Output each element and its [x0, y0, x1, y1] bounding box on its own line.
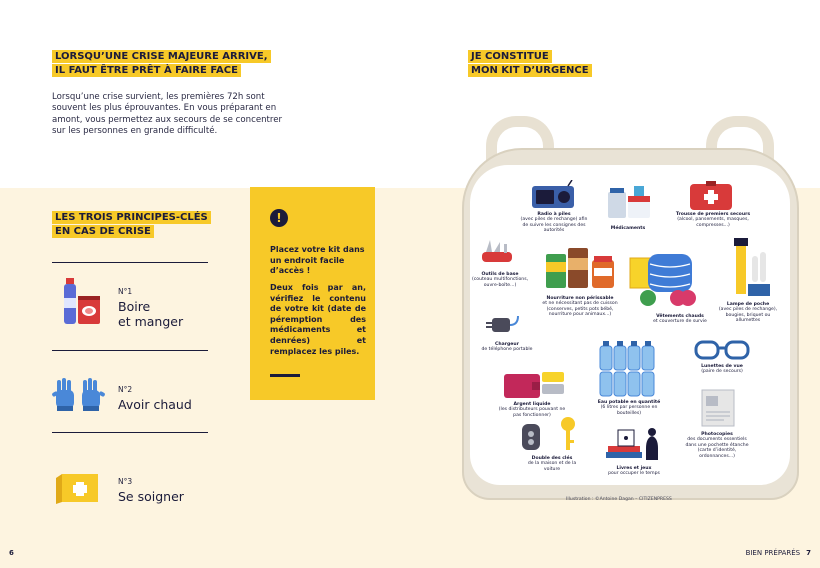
- water-bottles-icon: [596, 338, 662, 398]
- principle-label: Avoir chaud: [118, 397, 192, 412]
- principle-number: N°1: [118, 287, 133, 296]
- principle-label: Se soigner: [118, 489, 184, 504]
- divider: [52, 262, 208, 263]
- first-aid-kit-icon: [688, 180, 734, 212]
- callout-rule: [270, 374, 300, 377]
- clothes-item: Vêtements chauds et couverture de survie: [653, 314, 707, 325]
- charger-item: Chargeur de téléphone portable: [481, 342, 533, 353]
- wallet-icon: [502, 370, 566, 400]
- principle-2: [52, 350, 208, 432]
- exclamation-icon: !: [270, 209, 288, 227]
- glasses-icon: [694, 338, 750, 362]
- games-icon: [604, 424, 664, 464]
- medicine-item: Médicaments: [610, 226, 646, 231]
- flashlight-item: Lampe de poche (avec piles de rechange), bougies, briquet ou allumettes: [718, 302, 778, 324]
- principle-label: et manger: [118, 314, 184, 329]
- glasses-item: Lunettes de vue (paire de secours): [701, 364, 743, 375]
- radio-icon: [530, 180, 576, 210]
- tools-item: Outils de base (couteau multifonctions, ouvre-boîte...): [471, 272, 529, 288]
- page-number-right: 7: [806, 549, 811, 557]
- divider: [52, 432, 208, 433]
- reminder-callout: [250, 187, 375, 400]
- principle-1: [52, 262, 208, 350]
- principle-label: Boire: [118, 299, 151, 314]
- documents-item: Photocopies des documents essentiels dans une pochette étanche (carte d’identité, ordonnances...): [685, 432, 749, 459]
- callout-text-1: Placez votre kit dans un endroit facile d’accès !: [270, 245, 365, 276]
- gloves-icon: [52, 378, 106, 414]
- intro-paragraph: Lorsqu’une crise survient, les premières 72h sont souvent les plus éprouvantes. En vous préparant en amont, vous permettez aux secours de se concentrer sur les personnes en grande difficulté.: [52, 92, 283, 137]
- principle-number: N°3: [118, 477, 133, 486]
- multitool-icon: [478, 238, 518, 268]
- first-aid-icon: [54, 470, 100, 506]
- divider: [52, 350, 208, 351]
- principle-number: N°2: [118, 385, 133, 394]
- principle-3: [52, 432, 208, 522]
- warm-clothes-icon: [628, 248, 710, 308]
- page-number-left: 6: [9, 549, 14, 557]
- food-item: Nourriture non périssable et ne nécessitant pas de cuisson (conserves, petits pots bébé, nourriture pour animaux...): [542, 296, 618, 318]
- medicine-icon: [604, 182, 654, 222]
- drink-food-icon: [60, 276, 104, 328]
- radio-item: Radio à piles (avec piles de rechange) afin de suivre les consignes des autorités: [520, 212, 588, 234]
- kit-heading: JE CONSTITUE MON KIT D’URGENCE: [468, 50, 592, 78]
- flashlight-icon: [728, 236, 772, 298]
- keys-icon: [520, 414, 582, 454]
- food-cans-icon: [544, 244, 618, 292]
- illustration-credit: Illustration : ©Antoine Dagan – CITIZENPRESS: [566, 497, 672, 502]
- principles-heading: LES TROIS PRINCIPES-CLÉS EN CAS DE CRISE: [52, 211, 211, 239]
- callout-text-2: Deux fois par an, vérifiez le contenu de votre kit (date de péremption des médicaments et denrées) et remplacez les piles.: [270, 283, 366, 356]
- running-footer: [746, 549, 811, 557]
- crisis-heading: LORSQU’UNE CRISE MAJEURE ARRIVE, IL FAUT ÊTRE PRÊT À FAIRE FACE: [52, 50, 271, 78]
- running-head: BIEN PRÉPARÉS: [745, 549, 801, 557]
- water-item: Eau potable en quantité (6 litres par personne en bouteilles): [597, 400, 661, 416]
- documents-icon: [698, 388, 738, 428]
- charger-icon: [484, 310, 524, 338]
- games-item: Livres et jeux pour occuper le temps: [608, 466, 660, 477]
- cash-item: Argent liquide (les distributeurs pouvant ne pas fonctionner): [498, 402, 566, 418]
- first-aid-kit-item: Trousse de premiers secours (alcool, pansements, masques, compresses...): [675, 212, 751, 228]
- keys-item: Double des clés de la maison et de la voiture: [527, 456, 577, 472]
